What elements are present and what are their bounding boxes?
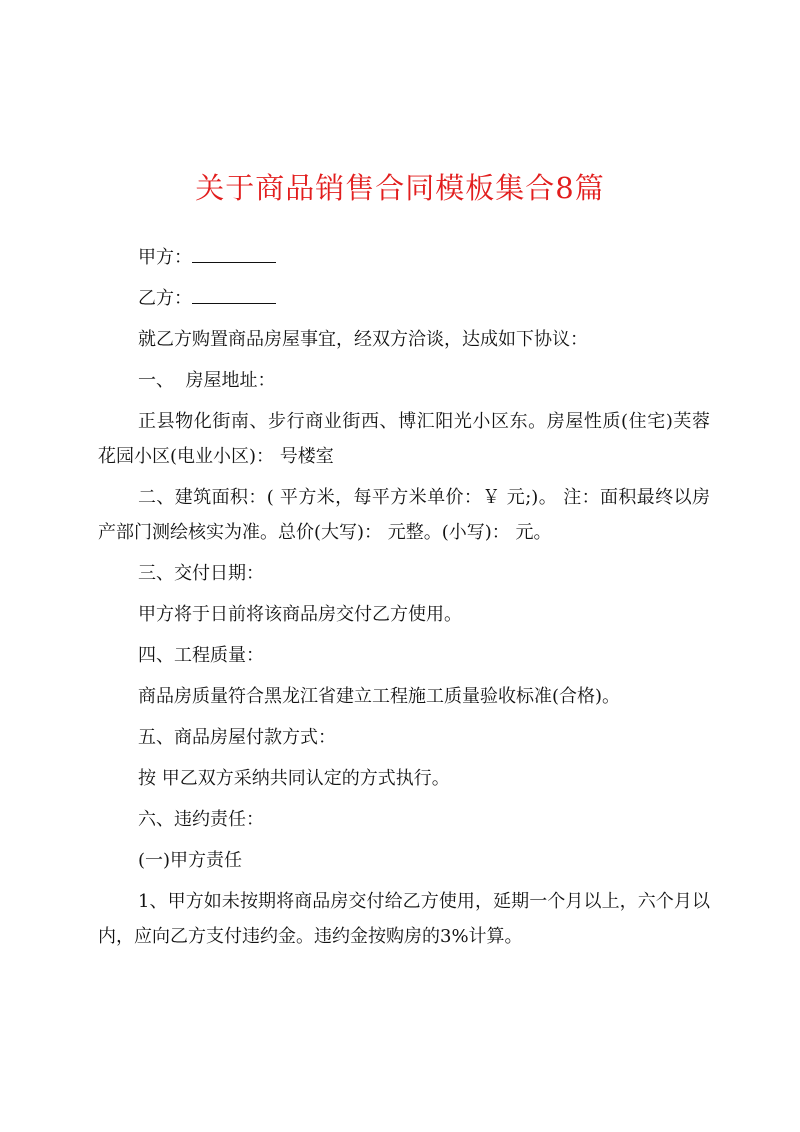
paragraph: 甲方将于日前将该商品房交付乙方使用。 <box>138 604 462 625</box>
paragraph: 三、交付日期： <box>138 563 264 584</box>
paragraph: 五、商品房屋付款方式： <box>138 727 336 748</box>
party-b-line <box>98 281 710 316</box>
party-a-label: 甲方： <box>138 247 192 268</box>
paragraph: 按 甲乙双方采纳共同认定的方式执行。 <box>138 768 450 789</box>
party-b-label: 乙方： <box>138 288 192 309</box>
paragraph: 正县物化街南、步行商业街西、博汇阳光小区东。房屋性质(住宅)芙蓉花园小区(电业小区)： 号楼室 <box>98 411 710 467</box>
document-body <box>98 240 710 960</box>
paragraph: 六、违约责任： <box>138 809 264 830</box>
party-a-line <box>98 240 710 275</box>
paragraph: 二、建筑面积：( 平方米，每平方米单价：￥ 元;)。 注：面积最终以房产部门测绘核实为准。总价(大写)： 元整。(小写)： 元。 <box>98 487 710 543</box>
paragraph: 一、 房屋地址： <box>138 370 276 391</box>
party-a-blank <box>192 244 276 263</box>
paragraph: 1、甲方如未按期将商品房交付给乙方使用，延期一个月以上，六个月以内，应向乙方支付违约金。违约金按购房的3%计算。 <box>98 891 710 947</box>
document-title: 关于商品销售合同模板集合8篇 <box>195 171 605 205</box>
paragraph: 商品房质量符合黑龙江省建立工程施工质量验收标准(合格)。 <box>138 686 621 707</box>
paragraph: 四、工程质量： <box>138 645 264 666</box>
party-b-blank <box>192 285 276 304</box>
paragraph: (一)甲方责任 <box>138 850 243 871</box>
paragraph: 就乙方购置商品房屋事宜，经双方洽谈，达成如下协议： <box>138 329 588 350</box>
